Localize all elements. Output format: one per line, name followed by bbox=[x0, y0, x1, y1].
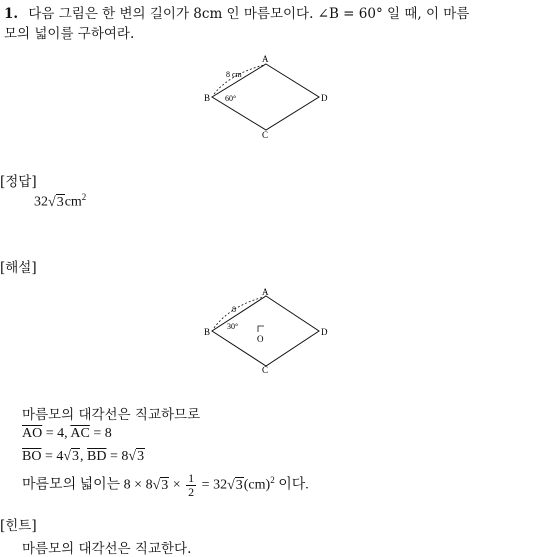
area-radicand-2: 3 bbox=[235, 477, 243, 493]
center-label-o: O bbox=[257, 334, 264, 344]
explanation-line-2 bbox=[22, 426, 112, 442]
times-sign: × bbox=[169, 477, 185, 493]
segment-ao: $\overline{AO}$ bbox=[22, 426, 43, 441]
vertex-label-a: A bbox=[262, 54, 269, 64]
area-result: = 32 bbox=[198, 477, 228, 493]
bo-radicand: 3 bbox=[72, 449, 80, 464]
segment-bd: $\overline{BD}$ bbox=[87, 449, 107, 464]
vertex-label-c: C bbox=[262, 130, 269, 140]
question-text-2: 모의 넓이를 구하여라. bbox=[4, 26, 135, 42]
answer-value bbox=[34, 192, 86, 211]
area-exponent: 2 bbox=[270, 475, 275, 485]
area-sqrt-2: √3 bbox=[227, 477, 243, 493]
vertex-label-d: D bbox=[321, 327, 328, 337]
answer-sqrt: √3 bbox=[48, 194, 64, 210]
ac-value: = 8 bbox=[89, 426, 112, 441]
vertex-label-b: B bbox=[204, 327, 211, 337]
question-number: 1. bbox=[4, 6, 19, 22]
angle-label: 60° bbox=[225, 94, 237, 103]
area-radicand-1: 3 bbox=[161, 477, 169, 493]
bd-radicand: 3 bbox=[137, 449, 145, 464]
answer-radicand: 3 bbox=[56, 194, 64, 210]
vertex-label-a: A bbox=[262, 288, 269, 297]
answer-unit: cm bbox=[64, 194, 82, 210]
angle-label: 30° bbox=[227, 322, 239, 331]
fraction-denominator: 2 bbox=[188, 484, 195, 499]
side-length-label: 8 bbox=[232, 305, 236, 314]
area-suffix: 이다. bbox=[274, 477, 309, 493]
bd-sqrt: √3 bbox=[128, 449, 145, 464]
ao-value: = 4, bbox=[42, 426, 71, 441]
explanation-line-1: 마름모의 대각선은 직교하므로 bbox=[22, 407, 201, 423]
segment-bo: $\overline{BO}$ bbox=[22, 449, 42, 464]
right-angle-mark bbox=[258, 326, 264, 332]
rhombus-figure-1 bbox=[200, 54, 335, 140]
explanation-line-3 bbox=[22, 449, 145, 465]
bo-value: = 4 bbox=[41, 449, 64, 464]
separator: , bbox=[80, 449, 88, 464]
bd-value: = 8 bbox=[106, 449, 129, 464]
bo-sqrt: √3 bbox=[63, 449, 80, 464]
rhombus-figure-2 bbox=[200, 288, 335, 374]
explanation-heading: [해설] bbox=[0, 260, 37, 276]
question-line-1 bbox=[4, 4, 469, 24]
side-length-label: 8 cm bbox=[226, 70, 242, 79]
area-sqrt-1: √3 bbox=[152, 477, 169, 493]
explanation-line-4 bbox=[22, 467, 309, 499]
fraction-numerator: 1 bbox=[188, 470, 195, 485]
segment-ac: $\overline{AC}$ bbox=[70, 426, 90, 441]
question-text-1: 다음 그림은 한 변의 길이가 8cm 인 마름모이다. ∠B = 60° 일 때, 이 마름 bbox=[28, 6, 470, 22]
answer-exponent: 2 bbox=[81, 192, 87, 202]
vertex-label-c: C bbox=[262, 365, 269, 374]
area-unit: (cm) bbox=[243, 477, 271, 493]
hint-text: 마름모의 대각선은 직교한다. bbox=[22, 541, 192, 557]
one-half-fraction bbox=[186, 472, 196, 499]
rhombus-outline bbox=[212, 296, 319, 366]
answer-coefficient: 32 bbox=[34, 194, 48, 210]
vertex-label-b: B bbox=[204, 93, 211, 103]
answer-heading: [정답] bbox=[0, 174, 37, 190]
hint-heading: [힌트] bbox=[0, 518, 37, 534]
vertex-label-d: D bbox=[321, 93, 328, 103]
area-prefix: 마름모의 넓이는 8 × 8 bbox=[22, 477, 153, 493]
